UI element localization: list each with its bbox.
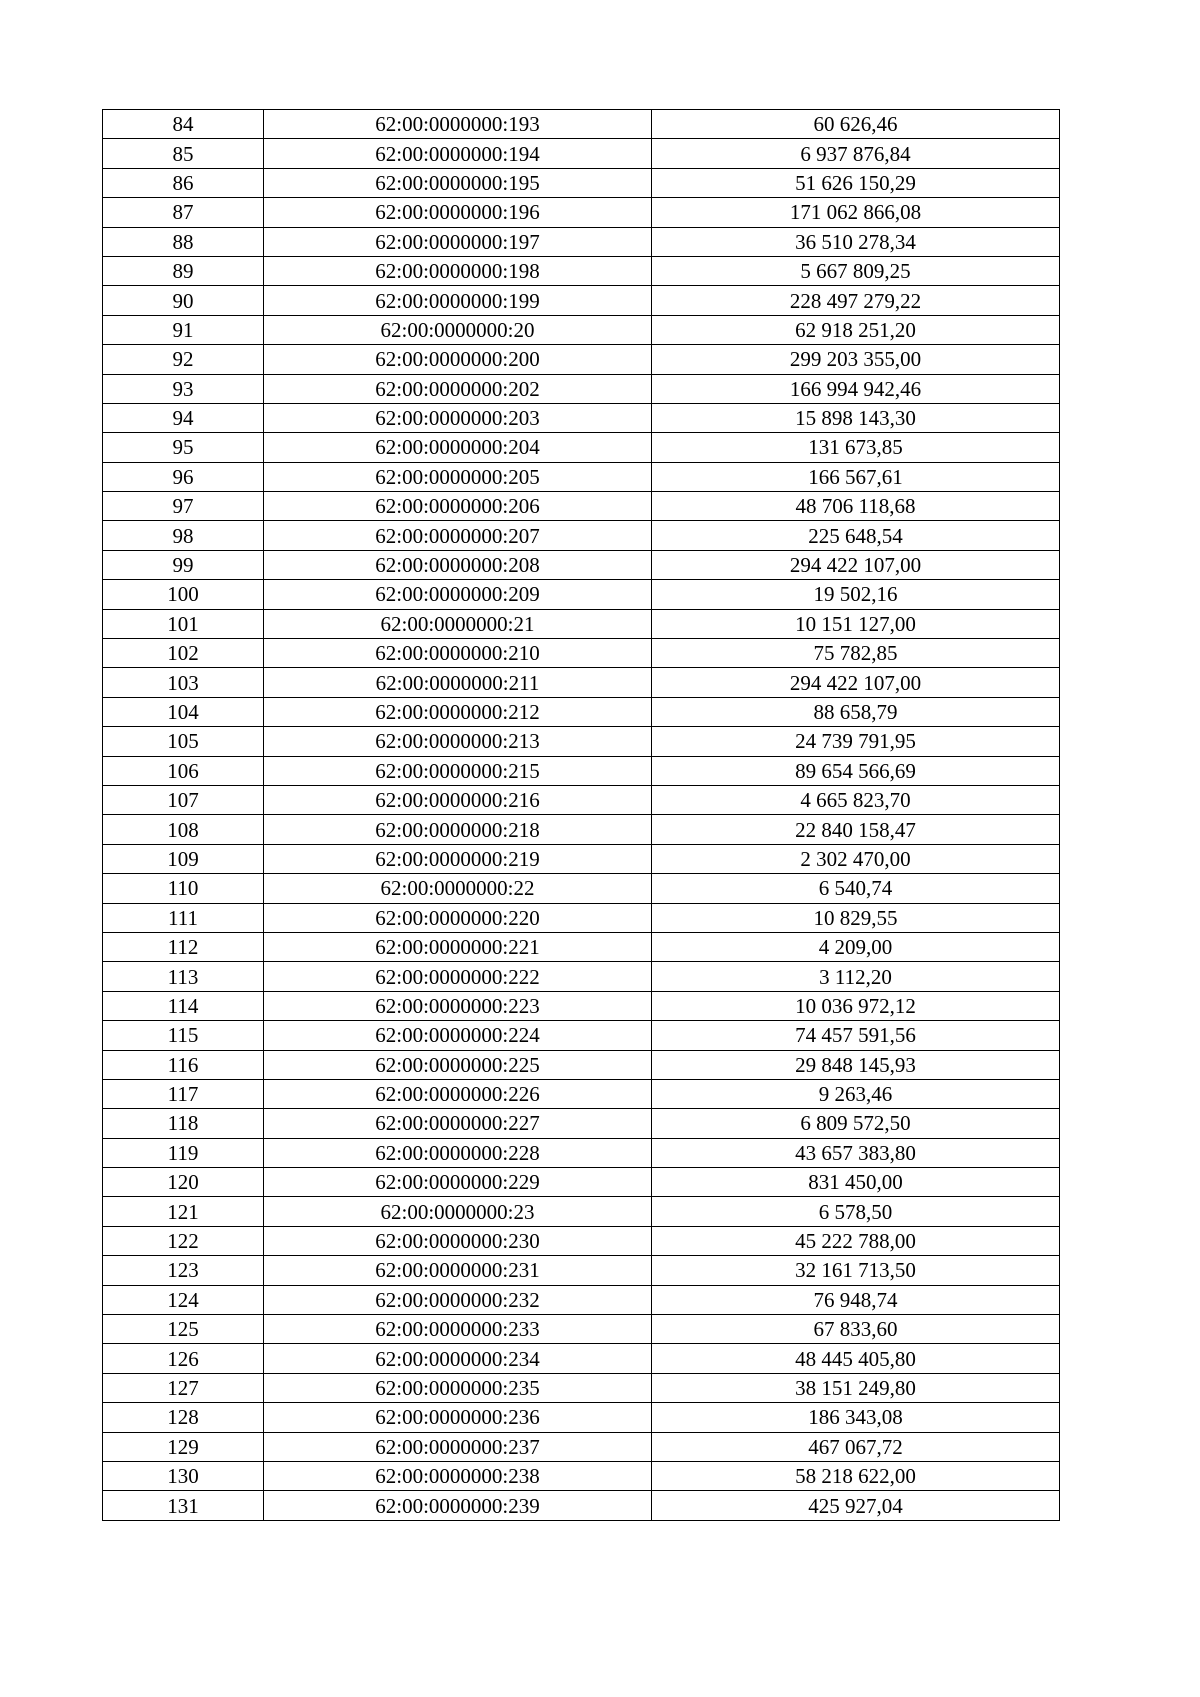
row-number-cell: 120 [103, 1168, 264, 1197]
table-row [103, 1285, 1060, 1314]
cadastral-number-cell: 62:00:0000000:203 [264, 403, 652, 432]
table-row [103, 727, 1060, 756]
value-cell: 48 445 405,80 [652, 1344, 1060, 1373]
value-cell: 831 450,00 [652, 1168, 1060, 1197]
value-cell: 60 626,46 [652, 110, 1060, 139]
row-number-cell: 87 [103, 198, 264, 227]
cadastral-number-cell: 62:00:0000000:208 [264, 550, 652, 579]
cadastral-number-cell: 62:00:0000000:213 [264, 727, 652, 756]
value-cell: 48 706 118,68 [652, 492, 1060, 521]
table-row [103, 286, 1060, 315]
cadastral-number-cell: 62:00:0000000:196 [264, 198, 652, 227]
row-number-cell: 97 [103, 492, 264, 521]
value-cell: 58 218 622,00 [652, 1461, 1060, 1490]
value-cell: 228 497 279,22 [652, 286, 1060, 315]
cadastral-number-cell: 62:00:0000000:232 [264, 1285, 652, 1314]
cadastral-number-cell: 62:00:0000000:193 [264, 110, 652, 139]
table-row [103, 844, 1060, 873]
row-number-cell: 106 [103, 756, 264, 785]
table-row [103, 1109, 1060, 1138]
row-number-cell: 131 [103, 1491, 264, 1520]
row-number-cell: 111 [103, 903, 264, 932]
cadastral-number-cell: 62:00:0000000:224 [264, 1021, 652, 1050]
cadastral-number-cell: 62:00:0000000:226 [264, 1079, 652, 1108]
row-number-cell: 89 [103, 256, 264, 285]
row-number-cell: 98 [103, 521, 264, 550]
row-number-cell: 88 [103, 227, 264, 256]
table-row [103, 168, 1060, 197]
table-row [103, 903, 1060, 932]
row-number-cell: 109 [103, 844, 264, 873]
cadastral-number-cell: 62:00:0000000:21 [264, 609, 652, 638]
row-number-cell: 114 [103, 991, 264, 1020]
cadastral-value-table [102, 109, 1060, 1521]
value-cell: 2 302 470,00 [652, 844, 1060, 873]
value-cell: 10 829,55 [652, 903, 1060, 932]
table-row [103, 315, 1060, 344]
table-row [103, 1021, 1060, 1050]
value-cell: 45 222 788,00 [652, 1226, 1060, 1255]
value-cell: 6 578,50 [652, 1197, 1060, 1226]
row-number-cell: 90 [103, 286, 264, 315]
value-cell: 32 161 713,50 [652, 1256, 1060, 1285]
row-number-cell: 126 [103, 1344, 264, 1373]
row-number-cell: 91 [103, 315, 264, 344]
row-number-cell: 118 [103, 1109, 264, 1138]
cadastral-number-cell: 62:00:0000000:230 [264, 1226, 652, 1255]
cadastral-number-cell: 62:00:0000000:218 [264, 815, 652, 844]
value-cell: 15 898 143,30 [652, 403, 1060, 432]
value-cell: 6 937 876,84 [652, 139, 1060, 168]
value-cell: 171 062 866,08 [652, 198, 1060, 227]
table-row [103, 1256, 1060, 1285]
table-row [103, 962, 1060, 991]
value-cell: 4 665 823,70 [652, 785, 1060, 814]
table-row [103, 110, 1060, 139]
table-row [103, 697, 1060, 726]
value-cell: 166 994 942,46 [652, 374, 1060, 403]
table-row [103, 1197, 1060, 1226]
cadastral-number-cell: 62:00:0000000:206 [264, 492, 652, 521]
row-number-cell: 123 [103, 1256, 264, 1285]
row-number-cell: 130 [103, 1461, 264, 1490]
table-row [103, 785, 1060, 814]
value-cell: 19 502,16 [652, 580, 1060, 609]
cadastral-number-cell: 62:00:0000000:204 [264, 433, 652, 462]
table-row [103, 815, 1060, 844]
cadastral-number-cell: 62:00:0000000:221 [264, 932, 652, 961]
value-cell: 5 667 809,25 [652, 256, 1060, 285]
table-row [103, 1461, 1060, 1490]
value-cell: 425 927,04 [652, 1491, 1060, 1520]
cadastral-number-cell: 62:00:0000000:233 [264, 1315, 652, 1344]
cadastral-number-cell: 62:00:0000000:23 [264, 1197, 652, 1226]
cadastral-number-cell: 62:00:0000000:207 [264, 521, 652, 550]
value-cell: 6 540,74 [652, 874, 1060, 903]
cadastral-number-cell: 62:00:0000000:22 [264, 874, 652, 903]
table-row [103, 932, 1060, 961]
table-row [103, 1344, 1060, 1373]
value-cell: 74 457 591,56 [652, 1021, 1060, 1050]
row-number-cell: 101 [103, 609, 264, 638]
cadastral-number-cell: 62:00:0000000:220 [264, 903, 652, 932]
value-cell: 10 151 127,00 [652, 609, 1060, 638]
table-row [103, 433, 1060, 462]
table-row [103, 991, 1060, 1020]
value-cell: 166 567,61 [652, 462, 1060, 491]
cadastral-number-cell: 62:00:0000000:229 [264, 1168, 652, 1197]
value-cell: 88 658,79 [652, 697, 1060, 726]
row-number-cell: 108 [103, 815, 264, 844]
row-number-cell: 127 [103, 1373, 264, 1402]
row-number-cell: 124 [103, 1285, 264, 1314]
value-cell: 89 654 566,69 [652, 756, 1060, 785]
value-cell: 75 782,85 [652, 639, 1060, 668]
value-cell: 36 510 278,34 [652, 227, 1060, 256]
value-cell: 186 343,08 [652, 1403, 1060, 1432]
row-number-cell: 94 [103, 403, 264, 432]
value-cell: 29 848 145,93 [652, 1050, 1060, 1079]
row-number-cell: 85 [103, 139, 264, 168]
table-row [103, 668, 1060, 697]
table-row [103, 1432, 1060, 1461]
table-row [103, 550, 1060, 579]
value-cell: 3 112,20 [652, 962, 1060, 991]
row-number-cell: 122 [103, 1226, 264, 1255]
value-cell: 6 809 572,50 [652, 1109, 1060, 1138]
table-row [103, 403, 1060, 432]
row-number-cell: 100 [103, 580, 264, 609]
table-row [103, 345, 1060, 374]
cadastral-number-cell: 62:00:0000000:236 [264, 1403, 652, 1432]
value-cell: 62 918 251,20 [652, 315, 1060, 344]
table-row [103, 521, 1060, 550]
cadastral-number-cell: 62:00:0000000:231 [264, 1256, 652, 1285]
row-number-cell: 128 [103, 1403, 264, 1432]
cadastral-number-cell: 62:00:0000000:210 [264, 639, 652, 668]
value-cell: 467 067,72 [652, 1432, 1060, 1461]
cadastral-number-cell: 62:00:0000000:195 [264, 168, 652, 197]
table-row [103, 1168, 1060, 1197]
row-number-cell: 113 [103, 962, 264, 991]
value-cell: 43 657 383,80 [652, 1138, 1060, 1167]
row-number-cell: 102 [103, 639, 264, 668]
cadastral-number-cell: 62:00:0000000:215 [264, 756, 652, 785]
cadastral-number-cell: 62:00:0000000:209 [264, 580, 652, 609]
row-number-cell: 121 [103, 1197, 264, 1226]
cadastral-number-cell: 62:00:0000000:212 [264, 697, 652, 726]
cadastral-number-cell: 62:00:0000000:228 [264, 1138, 652, 1167]
value-cell: 131 673,85 [652, 433, 1060, 462]
cadastral-number-cell: 62:00:0000000:200 [264, 345, 652, 374]
cadastral-number-cell: 62:00:0000000:239 [264, 1491, 652, 1520]
value-cell: 22 840 158,47 [652, 815, 1060, 844]
cadastral-number-cell: 62:00:0000000:234 [264, 1344, 652, 1373]
row-number-cell: 110 [103, 874, 264, 903]
table-row [103, 374, 1060, 403]
value-cell: 24 739 791,95 [652, 727, 1060, 756]
table-row [103, 639, 1060, 668]
table-row [103, 1315, 1060, 1344]
table-row [103, 756, 1060, 785]
cadastral-number-cell: 62:00:0000000:235 [264, 1373, 652, 1402]
row-number-cell: 129 [103, 1432, 264, 1461]
cadastral-number-cell: 62:00:0000000:227 [264, 1109, 652, 1138]
cadastral-number-cell: 62:00:0000000:211 [264, 668, 652, 697]
table-body [103, 110, 1060, 1521]
value-cell: 294 422 107,00 [652, 668, 1060, 697]
cadastral-number-cell: 62:00:0000000:223 [264, 991, 652, 1020]
cadastral-number-cell: 62:00:0000000:216 [264, 785, 652, 814]
cadastral-number-cell: 62:00:0000000:238 [264, 1461, 652, 1490]
table-row [103, 1050, 1060, 1079]
row-number-cell: 112 [103, 932, 264, 961]
table-row [103, 198, 1060, 227]
value-cell: 51 626 150,29 [652, 168, 1060, 197]
row-number-cell: 115 [103, 1021, 264, 1050]
row-number-cell: 99 [103, 550, 264, 579]
row-number-cell: 117 [103, 1079, 264, 1108]
cadastral-number-cell: 62:00:0000000:225 [264, 1050, 652, 1079]
row-number-cell: 93 [103, 374, 264, 403]
table-row [103, 1403, 1060, 1432]
table-row [103, 609, 1060, 638]
row-number-cell: 119 [103, 1138, 264, 1167]
table-row [103, 1079, 1060, 1108]
cadastral-number-cell: 62:00:0000000:20 [264, 315, 652, 344]
table-row [103, 227, 1060, 256]
value-cell: 294 422 107,00 [652, 550, 1060, 579]
row-number-cell: 103 [103, 668, 264, 697]
table-row [103, 874, 1060, 903]
value-cell: 225 648,54 [652, 521, 1060, 550]
cadastral-number-cell: 62:00:0000000:202 [264, 374, 652, 403]
table-row [103, 492, 1060, 521]
row-number-cell: 86 [103, 168, 264, 197]
cadastral-number-cell: 62:00:0000000:205 [264, 462, 652, 491]
row-number-cell: 84 [103, 110, 264, 139]
row-number-cell: 107 [103, 785, 264, 814]
table-row [103, 256, 1060, 285]
value-cell: 299 203 355,00 [652, 345, 1060, 374]
table-row [103, 139, 1060, 168]
table-row [103, 580, 1060, 609]
row-number-cell: 96 [103, 462, 264, 491]
table-row [103, 1138, 1060, 1167]
table-row [103, 462, 1060, 491]
value-cell: 67 833,60 [652, 1315, 1060, 1344]
row-number-cell: 125 [103, 1315, 264, 1344]
value-cell: 10 036 972,12 [652, 991, 1060, 1020]
value-cell: 4 209,00 [652, 932, 1060, 961]
cadastral-number-cell: 62:00:0000000:199 [264, 286, 652, 315]
row-number-cell: 105 [103, 727, 264, 756]
table-row [103, 1491, 1060, 1520]
value-cell: 76 948,74 [652, 1285, 1060, 1314]
cadastral-number-cell: 62:00:0000000:194 [264, 139, 652, 168]
cadastral-number-cell: 62:00:0000000:219 [264, 844, 652, 873]
cadastral-number-cell: 62:00:0000000:237 [264, 1432, 652, 1461]
row-number-cell: 92 [103, 345, 264, 374]
row-number-cell: 95 [103, 433, 264, 462]
table-row [103, 1373, 1060, 1402]
value-cell: 9 263,46 [652, 1079, 1060, 1108]
row-number-cell: 116 [103, 1050, 264, 1079]
cadastral-number-cell: 62:00:0000000:197 [264, 227, 652, 256]
value-cell: 38 151 249,80 [652, 1373, 1060, 1402]
cadastral-number-cell: 62:00:0000000:222 [264, 962, 652, 991]
cadastral-number-cell: 62:00:0000000:198 [264, 256, 652, 285]
row-number-cell: 104 [103, 697, 264, 726]
table-row [103, 1226, 1060, 1255]
